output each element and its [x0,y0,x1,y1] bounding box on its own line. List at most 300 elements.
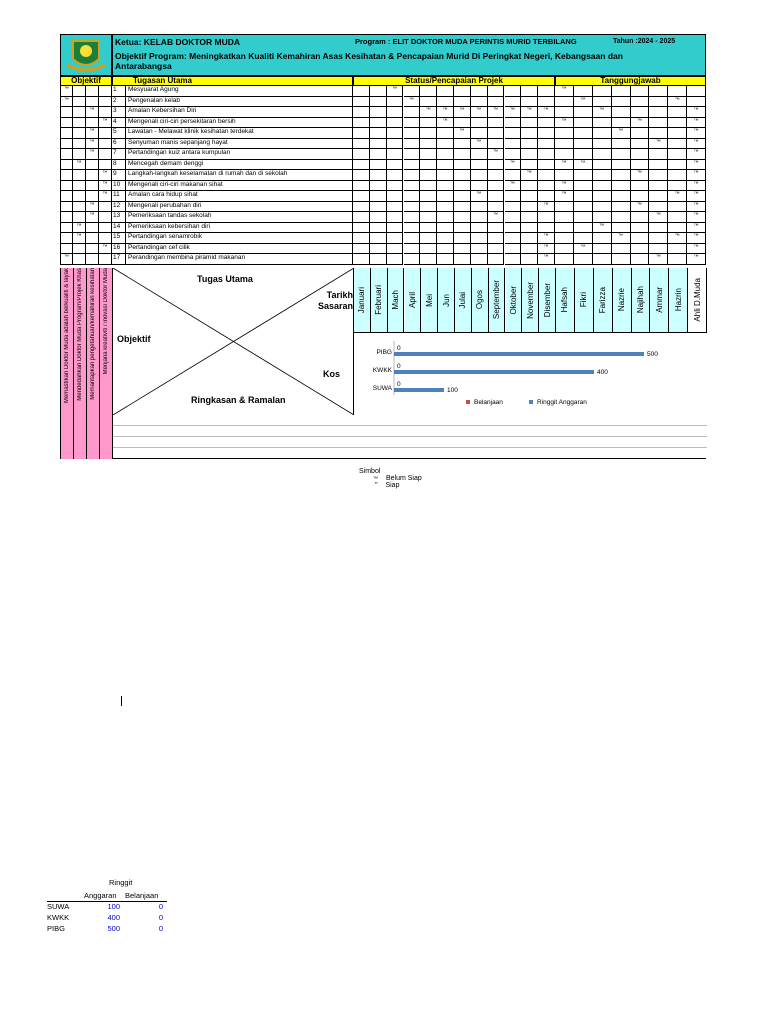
task-name[interactable]: Mengenali perubahan diri [126,202,353,213]
task-name[interactable]: Pertandingan cef cilik [126,244,353,255]
month-status-cell[interactable] [370,170,387,181]
objective-cell[interactable] [73,170,86,181]
objective-cell[interactable] [73,212,86,223]
month-status-cell[interactable] [420,202,437,213]
month-status-cell[interactable]: ™ [437,107,454,118]
month-status-cell[interactable] [353,86,370,97]
month-status-cell[interactable] [538,170,555,181]
responsibility-cell[interactable] [574,149,593,160]
month-status-cell[interactable] [420,97,437,108]
responsibility-cell[interactable]: ™ [593,107,612,118]
month-status-cell[interactable] [353,128,370,139]
month-status-cell[interactable] [370,107,387,118]
objective-cell[interactable] [99,149,112,160]
month-status-cell[interactable] [387,128,404,139]
objective-cell[interactable] [73,97,86,108]
month-status-cell[interactable] [471,223,488,234]
objective-cell[interactable] [60,160,73,171]
month-status-cell[interactable] [505,223,522,234]
responsibility-cell[interactable] [593,254,612,265]
month-status-cell[interactable] [387,97,404,108]
month-status-cell[interactable] [387,160,404,171]
objective-cell[interactable] [99,223,112,234]
month-status-cell[interactable]: ™ [538,233,555,244]
objective-cell[interactable]: ™ [86,212,99,223]
responsibility-cell[interactable] [631,128,650,139]
month-status-cell[interactable] [420,233,437,244]
responsibility-cell[interactable] [649,223,668,234]
month-status-cell[interactable] [420,139,437,150]
responsibility-cell[interactable]: ™ [687,181,706,192]
responsibility-cell[interactable] [649,170,668,181]
month-status-cell[interactable]: ™ [471,191,488,202]
month-status-cell[interactable] [471,170,488,181]
responsibility-cell[interactable] [593,181,612,192]
responsibility-cell[interactable] [631,160,650,171]
month-status-cell[interactable]: ™ [471,139,488,150]
month-status-cell[interactable] [404,254,421,265]
responsibility-cell[interactable]: ™ [687,191,706,202]
month-status-cell[interactable] [387,191,404,202]
responsibility-cell[interactable] [612,107,631,118]
month-status-cell[interactable] [420,170,437,181]
month-status-cell[interactable] [437,233,454,244]
task-name[interactable]: Mesyuarat Agung [126,86,353,97]
task-name[interactable]: Senyuman manis sepanjang hayat [126,139,353,150]
month-status-cell[interactable] [471,181,488,192]
responsibility-cell[interactable] [668,118,687,129]
objective-cell[interactable] [99,139,112,150]
responsibility-cell[interactable] [574,118,593,129]
responsibility-cell[interactable] [668,139,687,150]
objective-cell[interactable] [73,181,86,192]
month-status-cell[interactable] [454,181,471,192]
task-name[interactable]: Mencegah demam denggi [126,160,353,171]
responsibility-cell[interactable] [668,223,687,234]
objective-cell[interactable]: ™ [99,118,112,129]
responsibility-cell[interactable] [555,244,574,255]
month-status-cell[interactable] [404,202,421,213]
responsibility-cell[interactable] [649,149,668,160]
month-status-cell[interactable] [505,191,522,202]
month-status-cell[interactable] [471,118,488,129]
objective-cell[interactable] [73,86,86,97]
objective-cell[interactable]: ™ [60,97,73,108]
month-status-cell[interactable] [505,139,522,150]
month-status-cell[interactable] [488,244,505,255]
responsibility-cell[interactable] [612,191,631,202]
month-status-cell[interactable] [437,149,454,160]
responsibility-cell[interactable]: ™ [612,128,631,139]
month-status-cell[interactable]: ™ [505,107,522,118]
responsibility-cell[interactable] [631,254,650,265]
month-status-cell[interactable] [521,202,538,213]
responsibility-cell[interactable] [668,160,687,171]
responsibility-cell[interactable] [574,86,593,97]
month-status-cell[interactable] [387,107,404,118]
objective-cell[interactable] [60,181,73,192]
month-status-cell[interactable] [404,160,421,171]
month-status-cell[interactable]: ™ [420,107,437,118]
objective-cell[interactable] [99,107,112,118]
month-status-cell[interactable] [505,202,522,213]
responsibility-cell[interactable] [555,212,574,223]
month-status-cell[interactable] [353,191,370,202]
month-status-cell[interactable] [471,128,488,139]
task-name[interactable]: Langkah-langkah keselamatan di rumah dan di sekolah [126,170,353,181]
month-status-cell[interactable] [353,254,370,265]
responsibility-cell[interactable] [574,139,593,150]
month-status-cell[interactable] [404,244,421,255]
responsibility-cell[interactable]: ™ [631,170,650,181]
month-status-cell[interactable] [437,244,454,255]
responsibility-cell[interactable] [574,202,593,213]
month-status-cell[interactable] [505,128,522,139]
month-status-cell[interactable] [353,233,370,244]
month-status-cell[interactable] [505,170,522,181]
month-status-cell[interactable] [353,160,370,171]
responsibility-cell[interactable] [631,191,650,202]
objective-cell[interactable] [73,254,86,265]
month-status-cell[interactable] [420,160,437,171]
objective-cell[interactable]: ™ [86,139,99,150]
objective-cell[interactable]: ™ [86,128,99,139]
month-status-cell[interactable] [387,202,404,213]
responsibility-cell[interactable]: ™ [649,254,668,265]
responsibility-cell[interactable] [612,170,631,181]
month-status-cell[interactable] [353,223,370,234]
responsibility-cell[interactable] [555,149,574,160]
responsibility-cell[interactable] [668,128,687,139]
month-status-cell[interactable] [387,233,404,244]
month-status-cell[interactable] [353,139,370,150]
month-status-cell[interactable] [437,254,454,265]
month-status-cell[interactable] [420,128,437,139]
objective-cell[interactable]: ™ [99,244,112,255]
month-status-cell[interactable] [420,223,437,234]
responsibility-cell[interactable]: ™ [687,139,706,150]
responsibility-cell[interactable]: ™ [687,202,706,213]
objective-cell[interactable] [73,139,86,150]
month-status-cell[interactable] [538,181,555,192]
responsibility-cell[interactable] [593,149,612,160]
month-status-cell[interactable] [454,86,471,97]
responsibility-cell[interactable]: ™ [687,244,706,255]
month-status-cell[interactable] [488,191,505,202]
responsibility-cell[interactable] [555,128,574,139]
responsibility-cell[interactable] [649,97,668,108]
responsibility-cell[interactable] [593,202,612,213]
responsibility-cell[interactable] [649,107,668,118]
month-status-cell[interactable] [454,118,471,129]
objective-cell[interactable] [73,118,86,129]
month-status-cell[interactable] [387,149,404,160]
month-status-cell[interactable] [454,170,471,181]
objective-cell[interactable] [86,160,99,171]
responsibility-cell[interactable]: ™ [555,118,574,129]
month-status-cell[interactable] [353,149,370,160]
responsibility-cell[interactable] [649,233,668,244]
responsibility-cell[interactable] [612,160,631,171]
responsibility-cell[interactable]: ™ [612,233,631,244]
responsibility-cell[interactable] [649,191,668,202]
month-status-cell[interactable] [370,212,387,223]
objective-cell[interactable] [60,149,73,160]
month-status-cell[interactable] [437,128,454,139]
objective-cell[interactable] [86,223,99,234]
responsibility-cell[interactable] [687,86,706,97]
responsibility-cell[interactable]: ™ [687,223,706,234]
objective-cell[interactable] [60,191,73,202]
task-name[interactable]: Amalan Kebersihan Diri [126,107,353,118]
responsibility-cell[interactable] [631,244,650,255]
responsibility-cell[interactable] [668,254,687,265]
responsibility-cell[interactable] [649,181,668,192]
month-status-cell[interactable] [454,244,471,255]
month-status-cell[interactable] [538,223,555,234]
task-name[interactable]: Pengenalan kelab [126,97,353,108]
month-status-cell[interactable] [454,223,471,234]
month-status-cell[interactable] [387,170,404,181]
month-status-cell[interactable] [370,128,387,139]
responsibility-cell[interactable] [612,118,631,129]
objective-cell[interactable] [60,128,73,139]
responsibility-cell[interactable] [649,160,668,171]
month-status-cell[interactable] [538,128,555,139]
month-status-cell[interactable] [370,254,387,265]
month-status-cell[interactable]: ™ [488,212,505,223]
month-status-cell[interactable] [353,212,370,223]
month-status-cell[interactable] [521,233,538,244]
month-status-cell[interactable] [387,181,404,192]
month-status-cell[interactable] [370,86,387,97]
month-status-cell[interactable] [437,212,454,223]
responsibility-cell[interactable] [574,181,593,192]
month-status-cell[interactable] [454,191,471,202]
objective-cell[interactable] [99,128,112,139]
month-status-cell[interactable]: ™ [521,107,538,118]
responsibility-cell[interactable] [593,191,612,202]
month-status-cell[interactable] [370,202,387,213]
responsibility-cell[interactable] [555,107,574,118]
objective-cell[interactable] [99,86,112,97]
responsibility-cell[interactable]: ™ [687,254,706,265]
month-status-cell[interactable] [521,223,538,234]
responsibility-cell[interactable] [593,139,612,150]
month-status-cell[interactable] [387,223,404,234]
month-status-cell[interactable] [454,149,471,160]
month-status-cell[interactable] [488,233,505,244]
month-status-cell[interactable] [454,254,471,265]
responsibility-cell[interactable] [668,212,687,223]
month-status-cell[interactable]: ™ [538,244,555,255]
responsibility-cell[interactable] [574,254,593,265]
objective-cell[interactable] [73,202,86,213]
month-status-cell[interactable] [471,212,488,223]
objective-cell[interactable] [86,233,99,244]
month-status-cell[interactable] [404,233,421,244]
month-status-cell[interactable] [505,118,522,129]
objective-cell[interactable] [73,149,86,160]
responsibility-cell[interactable]: ™ [649,212,668,223]
responsibility-cell[interactable]: ™ [555,86,574,97]
objective-cell[interactable] [73,107,86,118]
task-name[interactable]: Pertandingan senamrobik [126,233,353,244]
month-status-cell[interactable] [454,97,471,108]
task-name[interactable]: Perandingan membina piramid makanan [126,254,353,265]
month-status-cell[interactable] [437,86,454,97]
responsibility-cell[interactable] [593,244,612,255]
month-status-cell[interactable] [521,191,538,202]
responsibility-cell[interactable] [612,139,631,150]
month-status-cell[interactable] [521,139,538,150]
objective-cell[interactable]: ™ [73,233,86,244]
month-status-cell[interactable]: ™ [471,107,488,118]
responsibility-cell[interactable] [574,223,593,234]
objective-cell[interactable] [60,170,73,181]
month-status-cell[interactable] [488,170,505,181]
task-name[interactable]: Pemeriksaan kebersihan diri [126,223,353,234]
responsibility-cell[interactable] [574,191,593,202]
responsibility-cell[interactable]: ™ [687,107,706,118]
responsibility-cell[interactable] [555,233,574,244]
month-status-cell[interactable] [521,212,538,223]
objective-cell[interactable]: ™ [86,107,99,118]
objective-cell[interactable]: ™ [86,202,99,213]
task-name[interactable]: Amalan cara hidup sihat [126,191,353,202]
month-status-cell[interactable] [505,212,522,223]
month-status-cell[interactable] [370,139,387,150]
month-status-cell[interactable] [387,118,404,129]
responsibility-cell[interactable]: ™ [574,160,593,171]
month-status-cell[interactable]: ™ [505,160,522,171]
task-name[interactable]: Mengenali ciri-ciri makanan sihat [126,181,353,192]
responsibility-cell[interactable] [687,97,706,108]
month-status-cell[interactable] [437,139,454,150]
month-status-cell[interactable] [471,202,488,213]
responsibility-cell[interactable]: ™ [668,97,687,108]
objective-cell[interactable] [99,254,112,265]
month-status-cell[interactable] [538,97,555,108]
responsibility-cell[interactable] [631,97,650,108]
month-status-cell[interactable]: ™ [505,181,522,192]
responsibility-cell[interactable]: ™ [687,170,706,181]
month-status-cell[interactable] [437,97,454,108]
month-status-cell[interactable]: ™ [538,107,555,118]
responsibility-cell[interactable] [612,86,631,97]
month-status-cell[interactable]: ™ [454,107,471,118]
responsibility-cell[interactable] [668,86,687,97]
month-status-cell[interactable] [370,191,387,202]
month-status-cell[interactable] [353,118,370,129]
month-status-cell[interactable] [353,244,370,255]
objective-cell[interactable] [86,97,99,108]
objective-cell[interactable] [99,202,112,213]
month-status-cell[interactable] [437,181,454,192]
responsibility-cell[interactable] [668,107,687,118]
month-status-cell[interactable] [454,233,471,244]
month-status-cell[interactable] [488,118,505,129]
responsibility-cell[interactable]: ™ [668,233,687,244]
month-status-cell[interactable] [404,223,421,234]
month-status-cell[interactable]: ™ [538,202,555,213]
month-status-cell[interactable] [488,223,505,234]
month-status-cell[interactable]: ™ [521,170,538,181]
objective-cell[interactable] [99,160,112,171]
responsibility-cell[interactable] [668,244,687,255]
responsibility-cell[interactable] [593,212,612,223]
month-status-cell[interactable] [505,86,522,97]
month-status-cell[interactable] [538,149,555,160]
task-name[interactable]: Lawatan - Melawat klinik kesihatan terdekat [126,128,353,139]
month-status-cell[interactable] [505,233,522,244]
responsibility-cell[interactable] [649,244,668,255]
objective-cell[interactable]: ™ [99,181,112,192]
month-status-cell[interactable] [454,202,471,213]
responsibility-cell[interactable] [612,149,631,160]
responsibility-cell[interactable] [668,202,687,213]
month-status-cell[interactable] [404,149,421,160]
month-status-cell[interactable] [521,254,538,265]
responsibility-cell[interactable] [631,212,650,223]
objective-cell[interactable] [99,233,112,244]
month-status-cell[interactable] [404,139,421,150]
task-name[interactable]: Pemeriksaan tandas sekolah [126,212,353,223]
responsibility-cell[interactable]: ™ [574,244,593,255]
month-status-cell[interactable] [437,191,454,202]
month-status-cell[interactable]: ™ [437,118,454,129]
month-status-cell[interactable] [420,149,437,160]
month-status-cell[interactable] [488,254,505,265]
responsibility-cell[interactable]: ™ [687,160,706,171]
month-status-cell[interactable] [370,223,387,234]
responsibility-cell[interactable] [593,97,612,108]
objective-cell[interactable]: ™ [86,149,99,160]
month-status-cell[interactable] [353,181,370,192]
month-status-cell[interactable] [437,223,454,234]
responsibility-cell[interactable] [574,128,593,139]
objective-cell[interactable] [86,86,99,97]
month-status-cell[interactable] [538,191,555,202]
objective-cell[interactable] [73,128,86,139]
responsibility-cell[interactable] [612,254,631,265]
responsibility-cell[interactable] [574,107,593,118]
month-status-cell[interactable] [538,118,555,129]
month-status-cell[interactable] [404,118,421,129]
month-status-cell[interactable] [370,244,387,255]
month-status-cell[interactable] [404,128,421,139]
responsibility-cell[interactable] [593,233,612,244]
month-status-cell[interactable] [404,86,421,97]
month-status-cell[interactable] [454,160,471,171]
responsibility-cell[interactable] [593,160,612,171]
month-status-cell[interactable] [437,170,454,181]
responsibility-cell[interactable] [612,212,631,223]
responsibility-cell[interactable] [574,233,593,244]
responsibility-cell[interactable] [574,212,593,223]
month-status-cell[interactable]: ™ [387,86,404,97]
responsibility-cell[interactable] [631,181,650,192]
month-status-cell[interactable] [437,202,454,213]
responsibility-cell[interactable] [555,139,574,150]
month-status-cell[interactable] [521,149,538,160]
responsibility-cell[interactable] [555,254,574,265]
month-status-cell[interactable] [505,244,522,255]
task-name[interactable]: Pertandingan kuiz antara kumpulan [126,149,353,160]
objective-cell[interactable] [60,139,73,150]
responsibility-cell[interactable]: ™ [593,223,612,234]
responsibility-cell[interactable]: ™ [631,202,650,213]
